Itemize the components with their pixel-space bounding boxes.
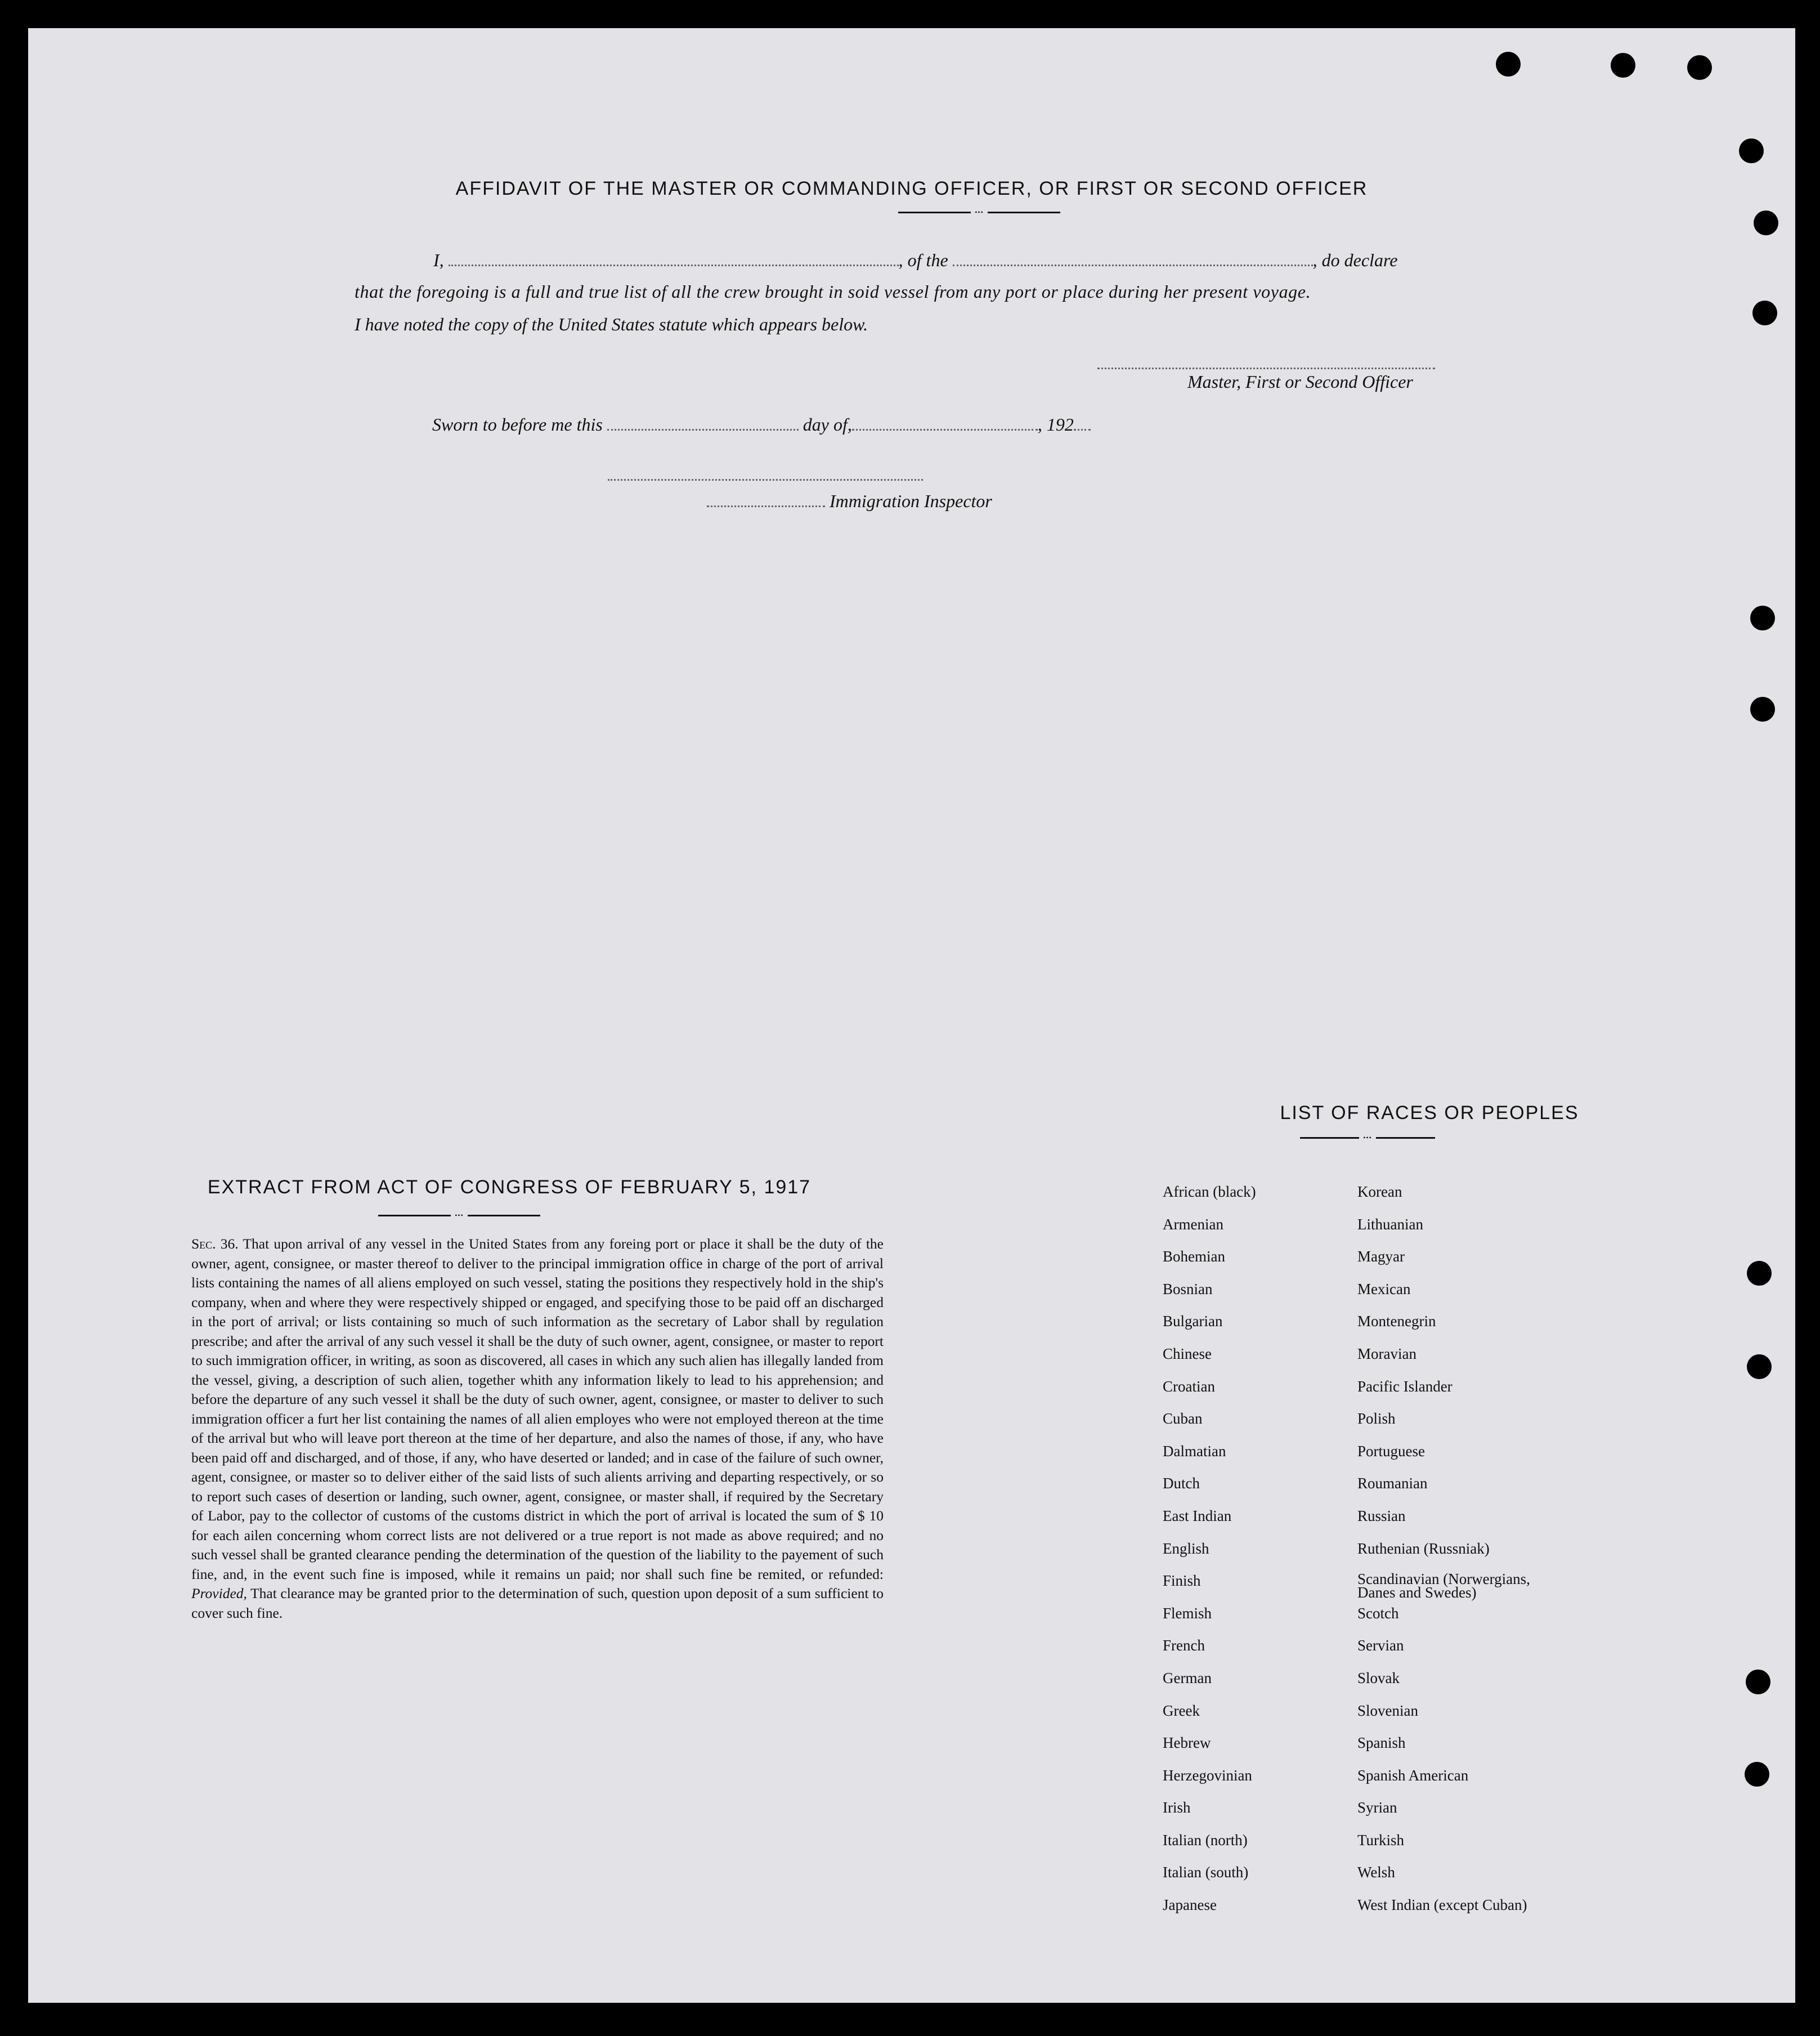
inspector-signature-row [707,491,992,512]
race-item: Dutch [1163,1475,1200,1492]
race-item: Roumanian [1357,1475,1428,1492]
sworn-date-blank[interactable] [607,428,799,431]
race-item: African (black) [1163,1183,1256,1200]
race-item: German [1163,1669,1212,1686]
race-item: Croatian [1163,1377,1215,1395]
races-title: LIST OF RACES OR PEOPLES [1280,1102,1579,1124]
of-the-label: , of the [898,250,948,270]
race-item: Pacific Islander [1357,1377,1453,1395]
punch-hole [1752,301,1777,325]
affidavit-title: AFFIDAVIT OF THE MASTER OR COMMANDING OFFICER, OR FIRST OR SECOND OFFICER [455,178,1368,199]
punch-hole [1747,1261,1772,1286]
races-list [1163,1183,1669,1929]
race-item: Hebrew [1163,1734,1211,1752]
vessel-blank[interactable] [953,264,1313,266]
race-item: Magyar [1357,1248,1405,1265]
statute-body: That upon arrival of any vessel in the United States from any foreing port or place it shall be the duty of the owner, agent, consignee, or master thereof to deliver to the principal immigration office in charge of the port of arrival lists containing the names of all aliens employed on such vessel, stating the positions they respectively hold in the ship's company, when and where they were respectively shipped or engaged, and specifying those to be paid off an discharged in the port of arrival; or lists containing so much of such information as the secretary of Labor shall by regulation prescribe; and after the arrival of any such vessel it shall be the duty of such owner, agent, consignee, or master to report to such immigration officer, in writing, as soon as discovered, all cases in which any such alien has illegally landed from the vessel, giving, a description of such alien, together whith any information likely to lead to his apprehension; and before the departure of any such vessel it shall be the duty of such owner, agent, consignee, or master to deliver to such immigration officer a furt her list containing the names of all alien employes who were not employed thereon at the time of the arrival but who will leave port thereon at the time of her departure, and also the names of those, if any, who have been paid off and discharged, and of those, if any, who have deserted or landed; and in case of the failure of such owner, agent, consignee, or master so to deliver either of the said lists of such alients arriving and departing respectively, or so to report such cases of desertion or landing, such owner, agent, consignee, or master shall, if required by the Secretary of Labor, pay to the collector of customs of the customs district in which the port of arrival is located the sum of $ 10 for each ailen concerning whom correct lists are not delivered or a true report is not made as above required; and no such vessel shall be granted clearance pending the determination of the question of the liability to the payement of such fine, and, in the event such fine is imposed, while it remains un paid; nor shall such fine be remited, or refunded: [191,1236,884,1582]
officer-signature-blank[interactable] [1097,367,1435,369]
sworn-line [432,414,1091,435]
race-item: Turkish [1357,1831,1405,1849]
race-item: Montenegrin [1357,1313,1436,1330]
rule-ornament: ••• [971,208,988,216]
race-item: Cuban [1163,1410,1203,1428]
punch-hole [1496,52,1521,77]
race-item: Portuguese [1357,1442,1425,1460]
race-item: Slovenian [1357,1702,1418,1719]
sworn-year-label: , 192 [1037,414,1074,435]
race-item: Bosnian [1163,1280,1213,1297]
race-item: Greek [1163,1702,1200,1719]
race-item: Moravian [1357,1345,1416,1362]
race-item: Korean [1357,1183,1402,1200]
race-item: Armenian [1163,1215,1223,1233]
do-declare-label: , do declare [1312,250,1398,270]
race-item: Italian (south) [1163,1864,1249,1881]
extract-title-rule [378,1211,540,1219]
race-item: East Indian [1163,1507,1232,1524]
race-item: Polish [1357,1410,1396,1428]
race-item: French [1163,1637,1205,1654]
race-item: Herzegovinian [1163,1766,1252,1784]
race-item: Ruthenian (Russniak) [1357,1540,1490,1557]
punch-hole [1754,211,1778,235]
form-sheet [28,28,1795,2003]
sworn-month-blank[interactable] [852,428,1038,431]
race-item: Dalmatian [1163,1442,1226,1460]
race-item: Bulgarian [1163,1313,1223,1330]
sworn-day-label: day of, [803,414,852,435]
race-item: Bohemian [1163,1248,1225,1265]
race-item: Mexican [1357,1280,1411,1297]
race-item: Spanish [1357,1734,1406,1752]
race-item: Welsh [1357,1864,1395,1881]
statute-body-tail: That clearance may be granted prior to the determination of such, question upon deposit of a sum sufficient to cover such fine. [191,1585,884,1621]
race-item: West Indian (except Cuban) [1357,1896,1527,1914]
race-item: Slovak [1357,1669,1400,1686]
race-item: Lithuanian [1357,1215,1423,1233]
race-item: Spanish American [1357,1766,1469,1784]
race-item: Syrian [1357,1799,1397,1816]
punch-hole [1746,1670,1770,1694]
affidavit-declaration-line [433,250,1397,271]
affidavit-statement-line: that the foregoing is a full and true list of all the crew brought in soid vessel from any port or place during her present voyage. [355,281,1311,302]
affidavit-title-rule [898,208,1060,216]
inspector-signature-blank[interactable] [608,478,923,481]
punch-hole [1611,53,1635,78]
race-item: Scotch [1357,1604,1399,1622]
pronoun-i: I, [433,250,444,270]
extract-title: EXTRACT FROM ACT OF CONGRESS OF FEBRUARY 5, 1917 [207,1176,812,1198]
race-item: Russian [1357,1507,1406,1524]
punch-hole [1747,1354,1772,1379]
races-title-rule [1300,1134,1435,1142]
section-label: Sec. 36. [191,1236,239,1252]
sworn-prefix: Sworn to before me this [432,414,603,435]
rule-ornament: ••• [451,1211,468,1219]
affidavit-statute-note: I have noted the copy of the United States statute which appears below. [355,314,868,334]
race-item: Italian (north) [1163,1831,1248,1849]
punch-hole [1745,1762,1769,1787]
sworn-year-blank[interactable] [1074,428,1091,431]
punch-hole [1687,55,1712,80]
officer-signature-label: Master, First or Second Officer [1187,372,1413,392]
punch-hole [1739,138,1764,163]
race-item: Chinese [1163,1345,1212,1362]
statute-text [191,1234,884,1623]
race-item: Japanese [1163,1896,1217,1914]
provided-term: Provided, [191,1585,247,1601]
inspector-blank-short[interactable] [707,505,825,507]
race-item: English [1163,1540,1209,1557]
race-item: Scandinavian (Norwergians, Danes and Swedes) [1357,1570,1530,1601]
race-item: Irish [1163,1799,1191,1816]
race-item: Flemish [1163,1604,1212,1622]
race-item: Finish [1163,1572,1201,1590]
punch-hole [1750,697,1775,722]
name-blank[interactable] [449,264,899,266]
punch-hole [1750,606,1775,630]
inspector-signature-label: Immigration Inspector [830,491,992,511]
rule-ornament: ••• [1359,1134,1376,1142]
race-item: Servian [1357,1637,1404,1654]
